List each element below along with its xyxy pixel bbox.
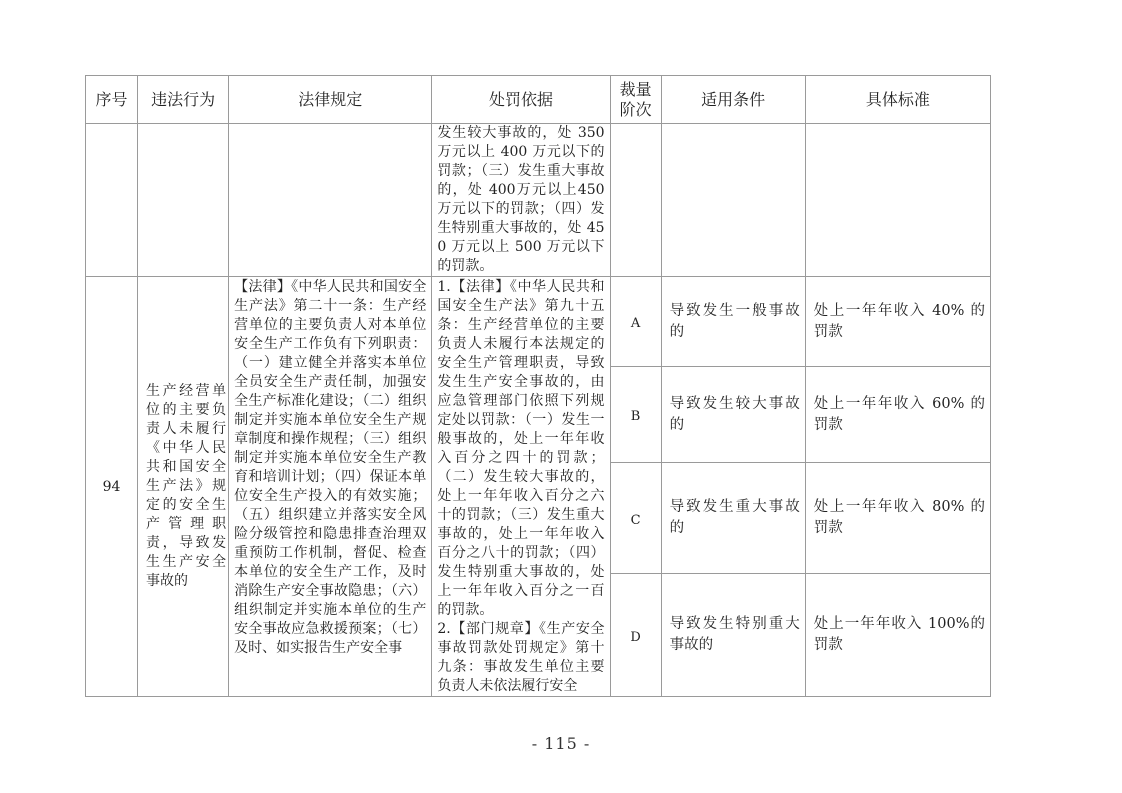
header-cond: 适用条件 — [661, 76, 805, 124]
std-d-cell — [805, 574, 990, 697]
continued-basis-cell — [432, 124, 610, 277]
cond-b-cell — [661, 367, 805, 462]
header-act: 违法行为 — [138, 76, 229, 124]
std-c: 处上一年年收入 80% 的罚款 — [813, 499, 985, 537]
level-a-cell — [610, 277, 661, 367]
item-law-text: 【法律】《中华人民共和国安全生产法》第二十一条：生产经营单位的主要负责人对本单位安全生产工作负有下列职责：（一）建立健全并落实本单位全员安全生产责任制，加强安全生产标准化建设；（二）组织制定并实施本单位安全生产规章制度和操作规程；（三）组织制定并实施本单位安全生产教育和培训计划；（四）保证本单位安全生产投入的有效实施；（五）组织建立并落实安全风险分级管控和隐患排查治理双重预防工作机制，督促、检查本单位的安全生产工作，及时消除生产安全事故隐患；（六）组织制定并实施本单位的生产安全事故应急救援预案；（七）及时、如实报告生产安全事 — [234, 279, 427, 656]
std-c-cell — [805, 462, 990, 574]
item-basis-cell — [432, 277, 610, 697]
penalty-table — [85, 75, 991, 697]
item-number-text: 94 — [102, 478, 121, 495]
cond-d-cell — [661, 574, 805, 697]
item-law-cell — [229, 277, 432, 697]
continued-no-cell — [86, 124, 138, 277]
std-a: 处上一年年收入 40% 的罚款 — [813, 302, 985, 340]
cond-b: 导致发生较大事故的 — [669, 395, 800, 433]
level-b-cell — [610, 367, 661, 462]
level-d: D — [630, 629, 641, 645]
continued-std-cell — [805, 124, 990, 277]
level-b: B — [630, 409, 641, 425]
cond-a-cell — [661, 277, 805, 367]
level-c: C — [630, 512, 641, 528]
cond-d: 导致发生特别重大事故的 — [669, 616, 800, 654]
item-number — [86, 277, 138, 697]
level-c-cell — [610, 462, 661, 574]
item-basis-text: 1.【法律】《中华人民共和国安全生产法》第九十五条：生产经营单位的主要负责人未履行本法规定的安全生产管理职责，导致发生生产安全事故的，由应急管理部门依照下列规定处以罚款：（一）发生一般事故的，处上一年年收入百分之四十的罚款；（二）发生较大事故的，处上一年年收入百分之六十的罚款；（三）发生重大事故的，处上一年年收入百分之八十的罚款；（四）发生特别重大事故的，处上一年年收入百分之一百的罚款。 2.【部门规章】《生产安全事故罚款处罚规定》第十九条：事故发生单位主要负责人未依法履行安全 — [437, 279, 605, 694]
std-b-cell — [805, 367, 990, 462]
item-act-text: 生产经营单位的主要负责人未履行《中华人民共和国安全生产法》规定的安全生产管理职责，导致发生生产安全事故的 — [146, 383, 227, 589]
page-number: - 115 - — [531, 734, 591, 753]
std-a-cell — [805, 277, 990, 367]
continued-law-cell — [229, 124, 432, 277]
cond-c-cell — [661, 462, 805, 574]
cond-c: 导致发生重大事故的 — [669, 499, 800, 537]
header-row — [86, 76, 991, 124]
table-row — [86, 277, 991, 367]
continued-act-cell — [138, 124, 229, 277]
std-d: 处上一年年收入 100%的罚款 — [813, 616, 985, 654]
item-act-cell — [138, 277, 229, 697]
level-a: A — [630, 316, 641, 332]
continued-cond-cell — [661, 124, 805, 277]
continued-level-cell — [610, 124, 661, 277]
continued-row — [86, 124, 991, 277]
header-level: 裁量 阶次 — [610, 76, 661, 124]
header-basis: 处罚依据 — [432, 76, 610, 124]
continued-basis-text: 发生较大事故的，处 350 万元以上 400 万元以下的罚款；（三）发生重大事故的，处 400万元以上450 万元以下的罚款；（四）发生特别重大事故的，处 450 万元以上 500 万元以下的罚款。 — [437, 125, 605, 274]
header-std: 具体标准 — [805, 76, 990, 124]
level-d-cell — [610, 574, 661, 697]
std-b: 处上一年年收入 60% 的罚款 — [813, 395, 985, 433]
header-no: 序号 — [86, 76, 138, 124]
header-law: 法律规定 — [229, 76, 432, 124]
cond-a: 导致发生一般事故的 — [669, 302, 800, 340]
